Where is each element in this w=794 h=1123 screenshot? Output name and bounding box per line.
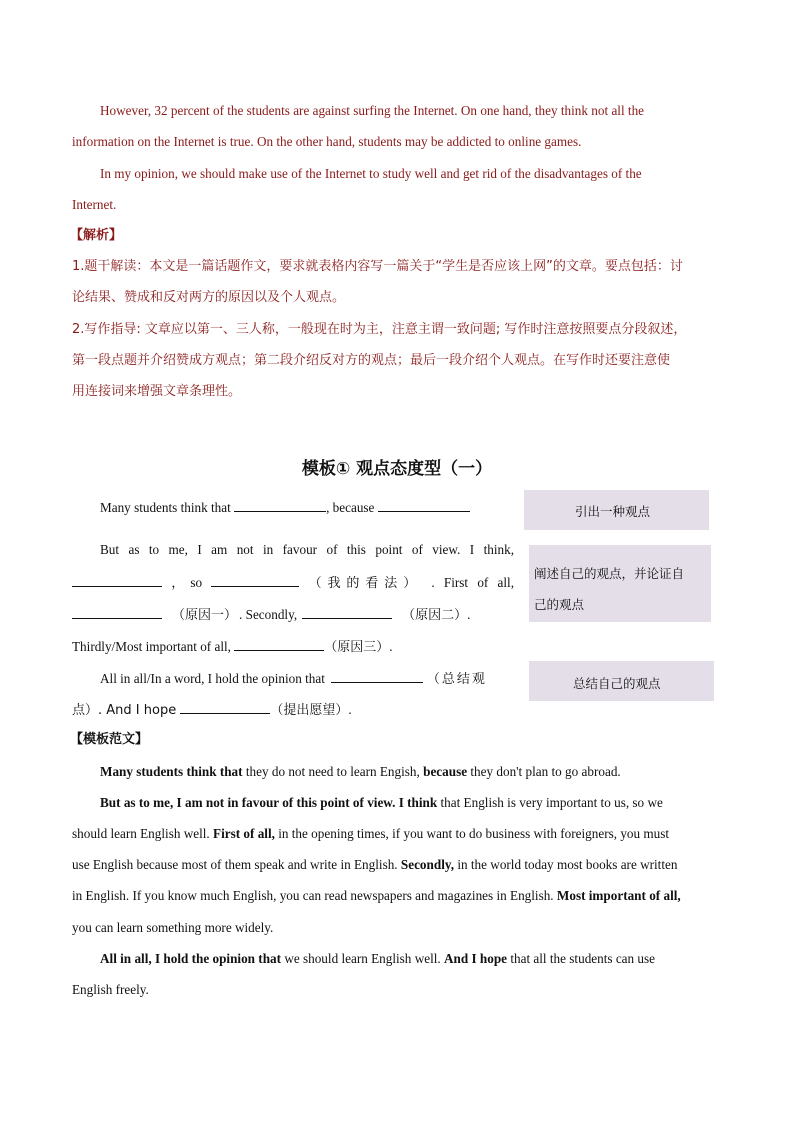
note-box-text: 引出一种观点 bbox=[575, 504, 651, 519]
blank-field bbox=[378, 499, 470, 512]
template-row4-text: Thirdly/Most important of all, bbox=[72, 639, 235, 654]
analysis-heading: 【解析】 bbox=[70, 228, 123, 243]
template-row2-line1: But as to me, I am not in favour of this point of view. I think, bbox=[100, 542, 514, 557]
sample-line5 bbox=[72, 888, 681, 904]
blank-field bbox=[234, 499, 326, 512]
sample-text: that English is very important to us, so we bbox=[437, 795, 663, 810]
analysis-point2-line3: 用连接词来增强文章条理性。 bbox=[72, 384, 242, 399]
sample-line7 bbox=[100, 951, 655, 967]
template-row1-text-b: , because bbox=[326, 500, 378, 515]
template-title: 模板① 观点态度型（一） bbox=[301, 459, 493, 479]
sample-text: in the opening times, if you want to do business with foreigners, you must bbox=[274, 826, 670, 841]
template-row5 bbox=[100, 670, 487, 688]
template-row3-second: . Secondly, bbox=[239, 607, 298, 622]
template-row6-end: . bbox=[348, 702, 352, 717]
sample-line3 bbox=[72, 826, 669, 842]
sample-line4 bbox=[72, 857, 677, 873]
note-box-text-line1: 阐述自己的观点，并论证自 bbox=[534, 566, 685, 581]
intro-p2-line2: Internet. bbox=[72, 197, 117, 212]
note-box-summary bbox=[529, 661, 714, 701]
template-row2-first: . First of all, bbox=[431, 575, 515, 590]
sample-text: that all the students can use bbox=[507, 951, 656, 966]
sample-bold: Most important of all, bbox=[556, 888, 681, 903]
sample-bold: First of all, bbox=[213, 826, 275, 841]
analysis-point1-line2: 论结果、赞成和反对两方的原因以及个人观点。 bbox=[72, 290, 346, 305]
blank-field bbox=[331, 670, 423, 683]
sample-bold: Secondly, bbox=[400, 857, 455, 872]
sample-bold: All in all, I hold the opinion that bbox=[100, 951, 282, 966]
template-row3-reason2: （原因二） bbox=[402, 608, 468, 623]
blank-field bbox=[211, 574, 299, 587]
sample-text: in English. If you know much English, you can read newspapers and magazines in English. bbox=[72, 888, 557, 903]
template-row1-text-a: Many students think that bbox=[100, 500, 235, 515]
note-box-state-view bbox=[529, 545, 711, 622]
template-row4 bbox=[72, 638, 393, 656]
sample-text: they do not need to learn Engish, bbox=[242, 764, 424, 779]
template-row6-text: 点）. And I hope bbox=[72, 703, 181, 718]
blank-field bbox=[180, 701, 270, 714]
sample-line1 bbox=[100, 764, 621, 780]
sample-bold: because bbox=[423, 764, 468, 779]
sample-text: we should learn English well. bbox=[281, 951, 444, 966]
sample-line6: you can learn something more widely. bbox=[72, 920, 274, 935]
note-box-text-line2: 己的观点 bbox=[534, 597, 585, 612]
blank-field bbox=[72, 574, 162, 587]
intro-p2-line1: In my opinion, we should make use of the Internet to study well and get rid of the disadvantages of the bbox=[100, 166, 642, 181]
intro-p1-line1: However, 32 percent of the students are against surfing the Internet. On one hand, they think not all the bbox=[100, 103, 645, 118]
sample-bold: And I hope bbox=[444, 951, 508, 966]
template-row2-line2 bbox=[72, 574, 514, 592]
sample-text: they don't plan to go abroad. bbox=[467, 764, 621, 779]
template-row6 bbox=[72, 701, 352, 719]
blank-field bbox=[234, 638, 324, 651]
template-row5-text: All in all/In a word, I hold the opinion that bbox=[100, 671, 325, 686]
template-row2-so: ，so bbox=[171, 575, 203, 590]
sample-heading: 【模板范文】 bbox=[70, 732, 149, 747]
intro-p1-line2: information on the Internet is true. On the other hand, students may be addicted to online games. bbox=[72, 134, 582, 149]
blank-field bbox=[72, 606, 162, 619]
template-row1 bbox=[100, 499, 470, 516]
template-row2-view: （我的看法） bbox=[308, 576, 423, 591]
template-row4-reason3: （原因三） bbox=[324, 640, 390, 655]
sample-bold: But as to me, I am not in favour of this point of view. I think bbox=[100, 795, 438, 810]
template-row6-wish: （提出愿望） bbox=[270, 703, 349, 718]
sample-line2 bbox=[100, 795, 663, 811]
blank-field bbox=[302, 606, 392, 619]
analysis-point2-line2: 第一段点题并介绍赞成方观点；第二段介绍反对方的观点；最后一段介绍个人观点。在写作时还要注意使 bbox=[72, 353, 671, 368]
sample-text: should learn English well. bbox=[72, 826, 214, 841]
template-row3-reason1: （原因一） bbox=[172, 608, 238, 623]
template-row3-end: . bbox=[467, 607, 471, 622]
note-box-text: 总结自己的观点 bbox=[573, 676, 661, 691]
sample-text: in the world today most books are written bbox=[454, 857, 678, 872]
template-row5-summary: （总结观 bbox=[426, 672, 487, 687]
analysis-point1-line1: 1.题干解读：本文是一篇话题作文，要求就表格内容写一篇关于“学生是否应该上网”的文章。要点包括：讨 bbox=[72, 259, 683, 274]
template-row4-end: . bbox=[389, 639, 393, 654]
sample-text: use English because most of them speak and write in English. bbox=[72, 857, 401, 872]
analysis-point2-line1: 2.写作指导: 文章应以第一、三人称，一般现在时为主，注意主谓一致问题; 写作时注意按照要点分段叙述， bbox=[72, 322, 687, 337]
sample-line8: English freely. bbox=[72, 982, 149, 997]
note-box-introduce-view bbox=[524, 490, 709, 530]
sample-bold: Many students think that bbox=[100, 764, 243, 779]
template-row3 bbox=[72, 606, 470, 624]
